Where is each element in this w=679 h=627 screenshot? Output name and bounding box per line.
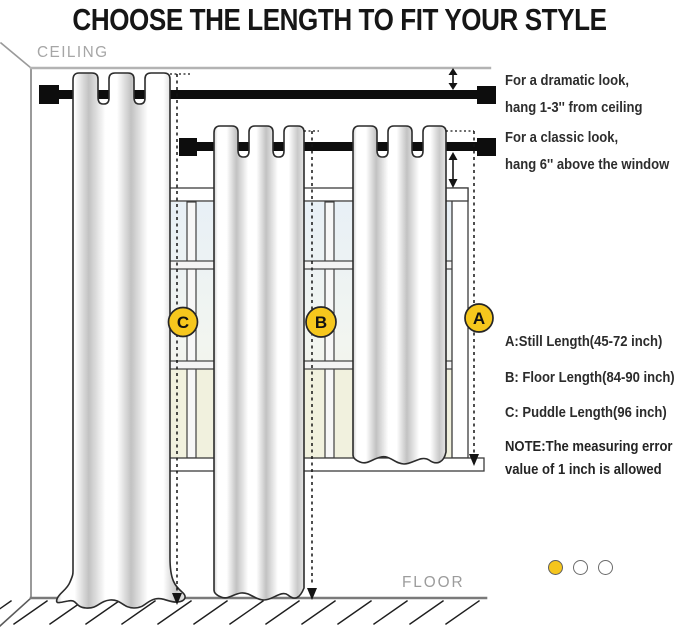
floor-hatching (0, 601, 479, 624)
marker-a-label: A (472, 309, 486, 328)
annotation-dramatic-line2: hang 1-3'' from ceiling (505, 100, 643, 116)
annotation-classic (505, 125, 669, 179)
pagination-dot[interactable] (598, 560, 613, 575)
marker-a (465, 304, 493, 332)
annotation-classic-line1: For a classic look, (505, 130, 619, 146)
marker-c (169, 308, 198, 337)
rod-finial-right (477, 86, 496, 104)
curtain-floor-length (214, 126, 304, 600)
rod-finial-right (477, 138, 496, 156)
legend-note-line2: value of 1 inch is allowed (505, 462, 662, 478)
curtain-puddle-length (57, 73, 185, 608)
marker-c-label: C (176, 313, 190, 332)
legend-floor-length: B: Floor Length(84-90 inch) (505, 370, 675, 386)
annotation-dramatic (505, 68, 642, 122)
rod-finial-left (39, 85, 59, 104)
ceiling-label: CEILING (37, 44, 109, 61)
pagination-dot[interactable] (573, 560, 588, 575)
pagination (548, 560, 613, 575)
floor-label: FLOOR (402, 574, 465, 591)
page-title: CHOOSE THE LENGTH TO FIT YOUR STYLE (72, 2, 607, 37)
pagination-dot[interactable] (548, 560, 563, 575)
annotation-classic-line2: hang 6'' above the window (505, 157, 670, 173)
legend-note-line1: NOTE:The measuring error (505, 439, 673, 455)
legend-still-length: A:Still Length(45-72 inch) (505, 334, 663, 350)
marker-b (306, 307, 336, 337)
marker-b-label: B (314, 313, 328, 332)
legend-puddle-length: C: Puddle Length(96 inch) (505, 405, 667, 421)
curtain-rod-high (39, 85, 496, 104)
annotation-dramatic-line1: For a dramatic look, (505, 73, 630, 89)
legend-note (505, 436, 673, 482)
curtain-still-length (353, 126, 446, 464)
rod-finial-left (179, 138, 197, 156)
